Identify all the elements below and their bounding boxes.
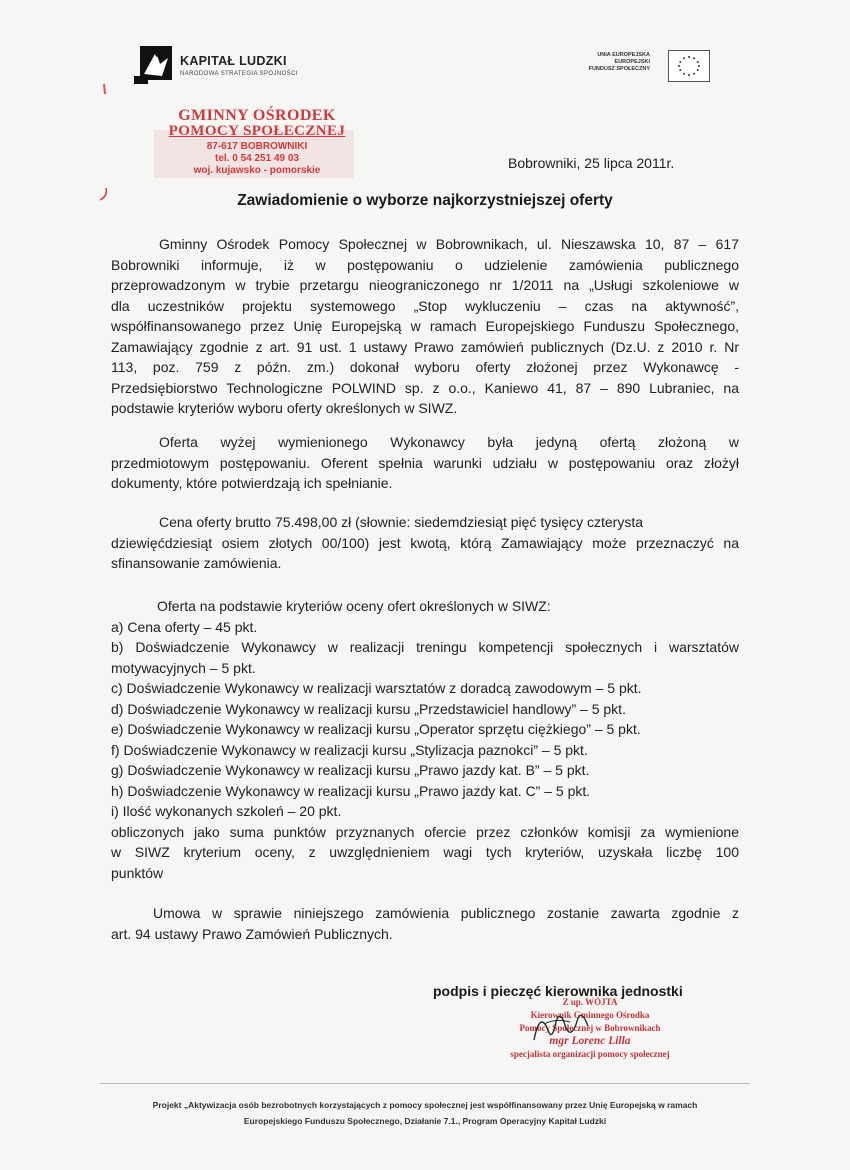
text-line: 113, poz. 759 z późn. zm.) dokonał wyboru oferty złożonej przez Wykonawcę - — [111, 359, 739, 375]
text-line: podstawie kryteriów wyboru oferty określonych w SIWZ. — [111, 400, 458, 416]
criteria-item: a) Cena oferty – 45 pkt. — [111, 618, 258, 635]
kapital-ludzki-subtitle: NARODOWA STRATEGIA SPÓJNOŚCI — [180, 71, 298, 77]
signature-label: podpis i pieczęć kierownika jednostki — [433, 983, 683, 999]
text-line: sfinansowanie zamówienia. — [111, 555, 282, 571]
text-line: przedmiotowym postępowaniu. Oferent spełnia warunki udziału w postępowaniu oraz złożył — [111, 454, 739, 471]
text-line: Gminny Ośrodek Pomocy Społecznej w Bobrownikach, ul. Nieszawska 10, 87 – 617 — [159, 236, 739, 252]
criteria-item: motywacyjnych – 5 pkt. — [111, 659, 256, 676]
criteria-item: i) Ilość wykonanych szkoleń – 20 pkt. — [111, 803, 342, 819]
text-line: punktów — [111, 864, 164, 881]
stamp-line-3: 87-617 BOBROWNIKI — [206, 141, 308, 152]
text-line: Zamawiający zgodnie z art. 91 ust. 1 ustawy Prawo zamówień publicznych (Dz.U. z 2010 r. Nr — [111, 338, 739, 355]
criteria-item: b) Doświadczenie Wykonawcy w realizacji treningu kompetencji społecznych i warsztatów — [111, 639, 739, 655]
eu-line-3: FUNDUSZ SPOŁECZNY — [588, 66, 650, 73]
sig-stamp-line-4: mgr Lorenc Lilla — [549, 1035, 631, 1047]
sig-stamp-line-5: specjalista organizacji pomocy społecznej — [510, 1049, 670, 1059]
eu-logo-text — [589, 52, 650, 74]
handwritten-signature — [526, 1000, 596, 1050]
sig-stamp-line-3: Pomocy Społecznej w Bobrownikach — [519, 1023, 661, 1033]
criteria-item: h) Doświadczenie Wykonawcy w realizacji kursu „Prawo jazdy kat. C” – 5 pkt. — [111, 782, 591, 799]
sig-stamp-line-2: Kierownik Gminnego Ośrodka — [530, 1010, 650, 1020]
footer-divider — [100, 1083, 750, 1084]
stamp-line-4: tel. 0 54 251 49 03 — [215, 153, 299, 164]
project-footer — [0, 1097, 850, 1129]
criteria-item: d) Doświadczenie Wykonawcy w realizacji kursu „Przedstawiciel handlowy” – 5 pkt. — [111, 700, 626, 717]
paragraph-2 — [111, 432, 739, 494]
criteria-intro: Oferta na podstawie kryteriów oceny ofert określonych w SIWZ: — [157, 598, 551, 614]
kapital-ludzki-emblem-icon — [134, 44, 174, 86]
eu-line-1: UNIA EUROPEJSKA — [597, 52, 650, 58]
paragraph-5 — [111, 903, 739, 944]
text-line: w SIWZ kryterium oceny, z uwzględnieniem wagi tych kryteriów, uzyskała liczbę 100 — [111, 844, 739, 860]
text-line: dokumenty, które potwierdzają ich spełnianie. — [111, 475, 393, 491]
stamp-line-5: woj. kujawsko - pomorskie — [193, 165, 321, 176]
stamp-line-1: GMINNY OŚRODEK — [178, 107, 336, 124]
text-line: Przedsiębiorstwo Technologiczne POLWIND sp. z o.o., Kaniewo 41, 87 – 890 Lubraniec, na — [111, 379, 739, 396]
text-line: obliczonych jako suma punktów przyznanych ofercie przez członków komisji za wymienione — [111, 823, 739, 840]
kapital-ludzki-title: KAPITAŁ LUDZKI — [180, 54, 287, 68]
sig-stamp-line-1: Z up. WÓJTA — [562, 997, 618, 1007]
criteria-item: c) Doświadczenie Wykonawcy w realizacji warsztatów z doradcą zawodowym – 5 pkt. — [111, 680, 642, 696]
paragraph-1 — [111, 234, 739, 419]
text-line: Cena oferty brutto 75.498,00 zł (słownie: siedemdziesiąt pięć tysięcy czterysta — [159, 514, 644, 530]
text-line: Umowa w sprawie niniejszego zamówienia publicznego zostanie zawarta zgodnie z — [153, 905, 739, 921]
stamp-line-2: POMOCY SPOŁECZNEJ — [168, 123, 346, 139]
institution-stamp — [142, 108, 372, 180]
text-line: dziewięćdziesiąt osiem złotych 00/100) jest kwotą, którą Zamawiający może przeznaczyć na — [111, 534, 739, 551]
criteria-item: g) Doświadczenie Wykonawcy w realizacji kursu „Prawo jazdy kat. B” – 5 pkt. — [111, 762, 590, 778]
kapital-ludzki-logo — [134, 44, 314, 94]
footer-line-2: Europejskiego Funduszu Społecznego, Działanie 7.1., Program Operacyjny Kapitał Ludzki — [243, 1116, 607, 1126]
scan-marks — [96, 80, 116, 210]
text-line: Oferta wyżej wymienionego Wykonawcy była jedyną ofertą złożoną w — [159, 434, 739, 450]
eu-flag-icon — [668, 50, 710, 82]
footer-line-1: Projekt „Aktywizacja osób bezrobotnych korzystających z pomocy społecznej jest współfinansowany przez Unię Europejską w ramach — [152, 1100, 698, 1110]
letter-heading: Zawiadomienie o wyborze najkorzystniejszej oferty — [237, 192, 613, 209]
paragraph-4-criteria — [111, 596, 739, 883]
letter-date: Bobrowniki, 25 lipca 2011r. — [508, 155, 675, 171]
text-line: Bobrowniki informuje, iż w postępowaniu o udzielenie zamówienia publicznego — [111, 256, 739, 273]
criteria-item: e) Doświadczenie Wykonawcy w realizacji kursu „Operator sprzętu ciężkiego” – 5 pkt. — [111, 721, 641, 737]
text-line: art. 94 ustawy Prawo Zamówień Publicznych. — [111, 925, 393, 942]
paragraph-3 — [111, 512, 739, 574]
criteria-item: f) Doświadczenie Wykonawcy w realizacji kursu „Stylizacja paznokci” – 5 pkt. — [111, 741, 588, 758]
text-line: przeprowadzonym w trybie przetargu nieograniczonego nr 1/2011 na „Usługi szkoleniowe w — [111, 277, 739, 293]
text-line: współfinansowanego przez Unię Europejską w ramach Europejskiego Funduszu Społecznego, — [111, 318, 739, 334]
eu-logo — [570, 50, 710, 88]
text-line: dla uczestników projektu systemowego „Stop wykluczeniu – czas na aktywność”, — [111, 297, 739, 314]
eu-line-2: EUROPEJSKI — [614, 59, 650, 66]
